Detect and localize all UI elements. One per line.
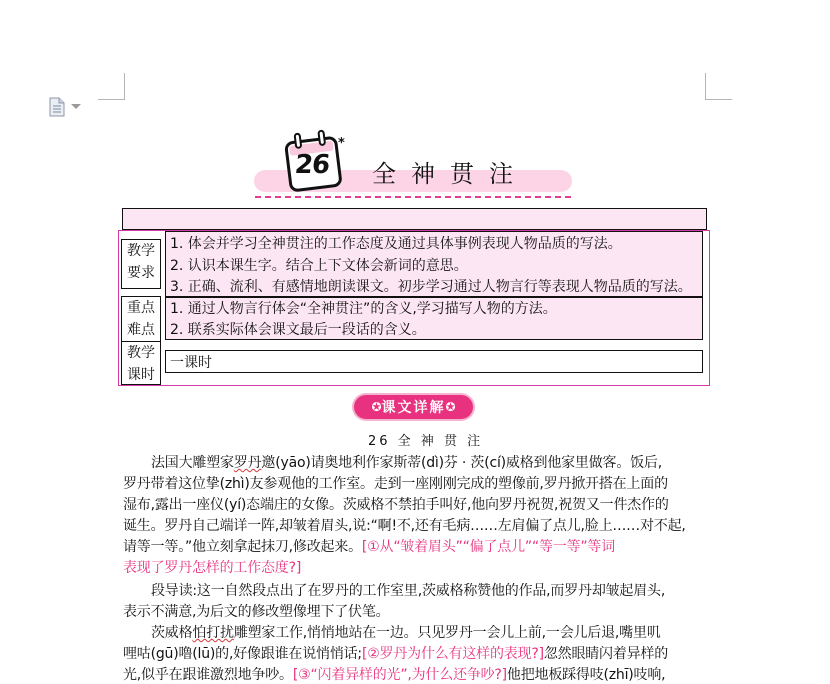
paragraph-1-line-4: 诞生。罗丹自己端详一阵,却皱着眉头,说:“啊!不,还有毛病……左肩偏了点儿,脸上……对不起, — [123, 518, 686, 534]
guide-line-2: 表示不满意,为后文的修改塑像埋下了伏笔。 — [123, 604, 390, 620]
paragraph-1-line-1: 法国大雕塑家罗丹邀(yāo)请奥地利作家斯蒂(dì)芬 · 茨(cí)威格到他家里做客。饭后, — [151, 455, 662, 471]
text-subtitle: 26 全 神 贯 注 — [368, 434, 484, 449]
lesson-title: 全神贯注 — [372, 160, 528, 188]
title-divider — [255, 196, 571, 198]
lesson-number: 26 — [293, 150, 331, 180]
teaching-goals-label: 教学要求 — [121, 239, 161, 289]
annotation-1: [①从“皱着眉头”“偏了点儿”“等一等”等词 — [361, 539, 616, 555]
teaching-goal-1: 1. 体会并学习全神贯注的工作态度及通过具体事例表现人物品质的写法。 — [170, 236, 622, 252]
star-icon: ✪ — [371, 400, 382, 414]
guide-line-1: 段导读:这一自然段点出了在罗丹的工作室里,茨威格称赞他的作品,而罗丹却皱起眉头, — [151, 583, 666, 599]
paragraph-1-line-3: 湿布,露出一座仪(yí)态端庄的女像。茨威格不禁拍手叫好,他向罗丹祝贺,祝贺又一件杰作的 — [123, 497, 669, 513]
margin-corner-top-right — [705, 73, 732, 100]
paragraph-1-line-6: 表现了罗丹怎样的工作态度?] — [123, 560, 302, 576]
class-hours-value: 一课时 — [170, 355, 212, 371]
star-icon: ✪ — [445, 400, 456, 414]
annotation-3: [③“闪着异样的光”,为什么还争吵?] — [292, 667, 507, 683]
teaching-goal-2: 2. 认识本课生字。结合上下文体会新词的意思。 — [170, 258, 468, 274]
document-icon[interactable] — [49, 97, 65, 117]
annotation-2: [②罗丹为什么有这样的表现?] — [361, 646, 544, 662]
margin-corner-top-left — [98, 73, 125, 100]
section-badge-label: 课文详解 — [381, 400, 446, 416]
key-points-label: 重点难点 — [121, 296, 161, 342]
table-header-cell — [122, 208, 707, 230]
star-icon: * — [338, 136, 345, 151]
class-hours-label: 教学课时 — [121, 341, 161, 385]
paragraph-2-line-1: 茨威格怕打扰雕塑家工作,悄悄地站在一边。只见罗丹一会儿上前,一会儿后退,嘴里叽 — [151, 625, 661, 641]
paragraph-2-line-3: 光,似乎在跟谁激烈地争吵。[③“闪着异样的光”,为什么还争吵?]他把地板踩得吱(zhī)吱响, — [123, 667, 666, 683]
teaching-goal-3: 3. 正确、流利、有感情地朗读课文。初步学习通过人物言行等表现人物品质的写法。 — [170, 279, 692, 295]
key-point-2: 2. 联系实际体会课文最后一段话的含义。 — [170, 322, 426, 338]
paragraph-1-line-2: 罗丹带着这位挚(zhì)友参观他的工作室。走到一座刚刚完成的塑像前,罗丹掀开搭在上面的 — [123, 476, 668, 492]
paragraph-2-line-2: 哩咕(gū)噜(lū)的,好像跟谁在说悄悄话;[②罗丹为什么有这样的表现?]忽然眼睛闪着异样的 — [123, 646, 669, 662]
class-hours-cell — [165, 350, 703, 373]
section-badge — [354, 395, 473, 419]
chevron-down-icon[interactable] — [71, 104, 81, 109]
key-point-1: 1. 通过人物言行体会“全神贯注”的含义,学习描写人物的方法。 — [170, 301, 557, 317]
paragraph-1-line-5: 请等一等。”他立刻拿起抹刀,修改起来。[①从“皱着眉头”“偏了点儿”“等一等”等词 — [123, 539, 616, 555]
